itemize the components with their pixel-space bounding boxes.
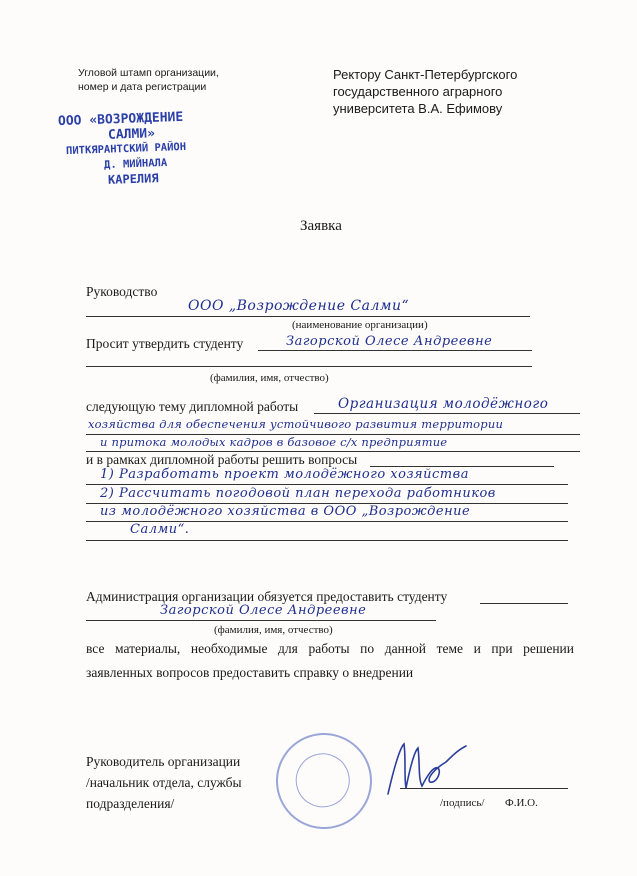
question-3: из молодёжного хозяйства в ООО „Возрождение <box>100 504 471 519</box>
questions-label: и в рамках дипломной работы решить вопросы <box>86 452 358 467</box>
topic-line1 <box>314 413 580 414</box>
questions-line1 <box>86 484 568 485</box>
topic-label: следующую тему дипломной работы <box>86 399 299 414</box>
student-line <box>258 350 532 351</box>
topic-handwritten-1: Организация молодёжного <box>338 396 549 412</box>
addressee-block <box>333 66 517 117</box>
corner-stamp-caption <box>78 66 219 94</box>
management-handwritten: ООО „Возрождение Салми“ <box>188 298 410 314</box>
addressee-line3: университета В.А. Ефимову <box>333 101 503 116</box>
round-seal <box>264 721 385 842</box>
question-2: 2) Рассчитать погодовой план перехода работников <box>100 486 496 501</box>
student-label: Просит утвердить студенту <box>86 336 244 351</box>
student-line-2 <box>86 366 532 367</box>
management-caption: (наименование организации) <box>292 319 428 331</box>
stamp-line5: КАРЕЛИЯ <box>107 171 159 187</box>
handwritten-signature <box>380 738 470 802</box>
topic-handwritten-3: и притока молодых кадров в базовое с/х предприятие <box>100 435 448 449</box>
admin-line1 <box>86 620 436 621</box>
admin-body-line1: все материалы, необходимые для работы по данной теме и при решении <box>86 641 574 656</box>
questions-line4 <box>86 540 568 541</box>
sign-label: /подпись/ <box>440 797 485 809</box>
signature-line3: подразделения/ <box>86 796 175 811</box>
signature-line <box>400 788 568 789</box>
name-label: Ф.И.О. <box>505 797 538 809</box>
signature-line1: Руководитель организации <box>86 754 241 769</box>
document-title: Заявка <box>300 218 342 234</box>
student-caption: (фамилия, имя, отчество) <box>210 372 329 384</box>
corner-caption-line2: номер и дата регистрации <box>78 81 207 93</box>
round-seal-inner-ring <box>289 746 357 814</box>
signature-position <box>86 751 242 814</box>
management-line <box>86 316 530 317</box>
management-label: Руководство <box>86 284 158 299</box>
admin-caption: (фамилия, имя, отчество) <box>214 624 333 636</box>
stamp-line1: ООО «ВОЗРОЖДЕНИЕ <box>57 109 184 130</box>
stamp-line2: САЛМИ» <box>107 126 156 143</box>
admin-handwritten: Загорской Олесе Андреевне <box>160 603 367 618</box>
signature-line2: /начальник отдела, службы <box>86 775 242 790</box>
stamp-line3: ПИТКЯРАНТСКИЙ РАЙОН <box>65 140 187 158</box>
stamp-line4: Д. МИЙНАЛА <box>103 156 168 172</box>
question-4: Салми“. <box>130 522 190 537</box>
corner-caption-line1: Угловой штамп организации, <box>78 67 219 79</box>
addressee-line2: государственного аграрного <box>333 84 503 99</box>
addressee-line1: Ректору Санкт-Петербургского <box>333 67 518 82</box>
topic-handwritten-2: хозяйства для обеспечения устойчивого развития территории <box>88 417 504 431</box>
student-handwritten: Загорской Олесе Андреевне <box>286 334 493 349</box>
admin-body-line2: заявленных вопросов предоставить справку о внедрении <box>86 665 414 680</box>
admin-line0 <box>480 603 568 604</box>
question-1: 1) Разработать проект молодёжного хозяйства <box>100 467 469 482</box>
admin-label: Администрация организации обязуется предоставить студенту <box>86 589 448 604</box>
